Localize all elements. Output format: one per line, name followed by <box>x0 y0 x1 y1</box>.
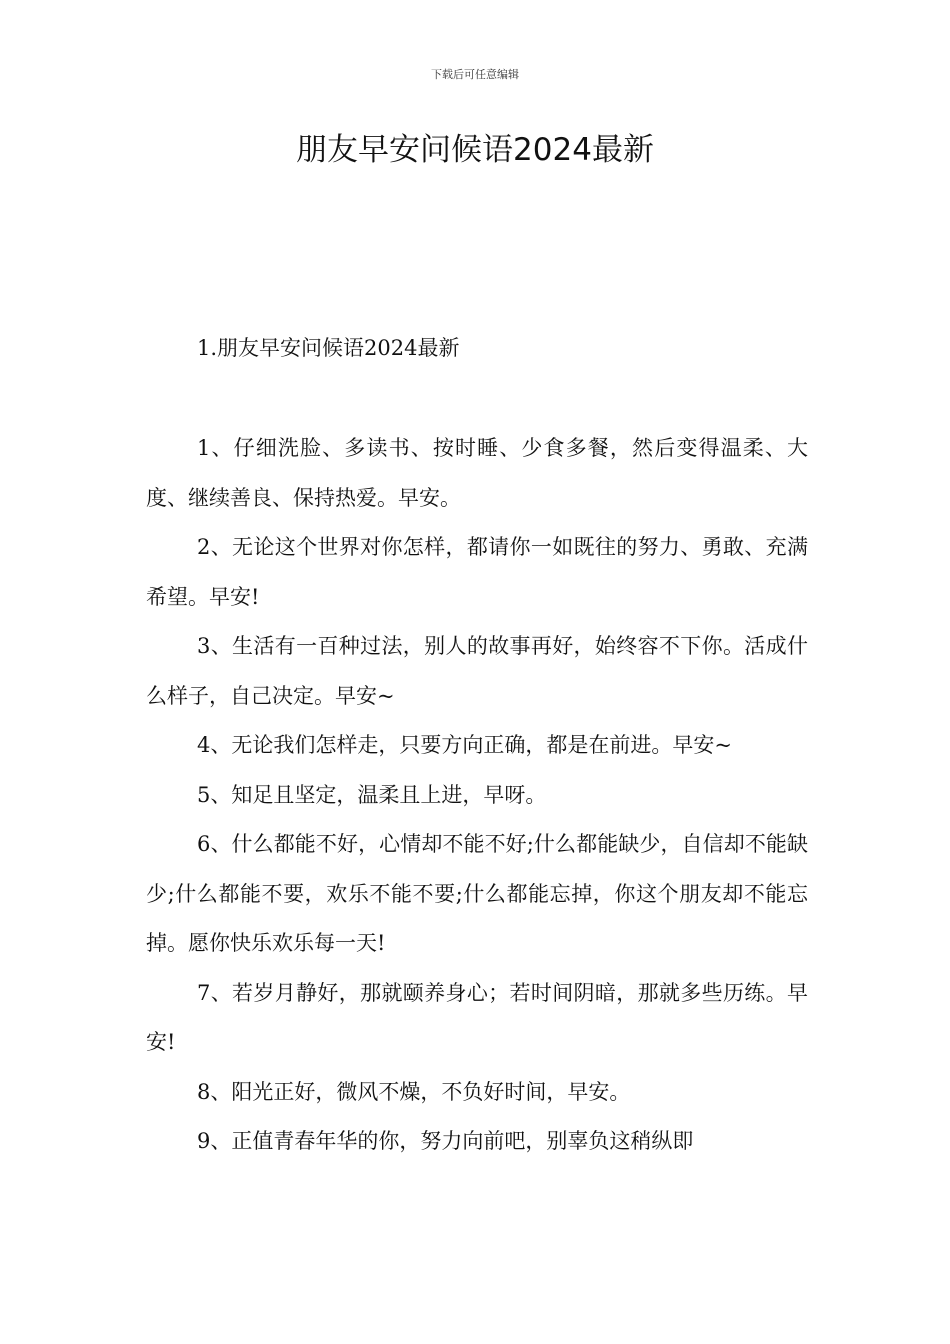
paragraph-5: 5、知足且坚定，温柔且上进，早呀。 <box>197 782 547 807</box>
paragraph-6: 6、什么都能不好，心情却不能不好;什么都能缺少，自信却不能缺少;什么都能不要，欢乐不能不要;什么都能忘掉，你这个朋友却不能忘掉。愿你快乐欢乐每一天! <box>146 832 808 955</box>
paragraph-1: 1、仔细洗脸、多读书、按时睡、少食多餐，然后变得温柔、大度、继续善良、保持热爱。早安。 <box>146 436 808 510</box>
document-body <box>146 424 808 1167</box>
paragraph-9: 9、正值青春年华的你，努力向前吧，别辜负这稍纵即 <box>197 1129 694 1153</box>
header-note: 下载后可任意编辑 <box>431 68 519 81</box>
section-heading: 1.朋友早安问候语2024最新 <box>197 336 460 360</box>
paragraph-8: 8、阳光正好，微风不燥，不负好时间，早安。 <box>197 1079 631 1104</box>
paragraph-3: 3、生活有一百种过法，别人的故事再好，始终容不下你。活成什么样子，自己决定。早安~ <box>146 634 808 708</box>
paragraph-7: 7、若岁月静好，那就颐养身心；若时间阴暗，那就多些历练。早安! <box>146 980 808 1054</box>
document-title: 朋友早安问候语2024最新 <box>296 132 654 168</box>
paragraph-2: 2、无论这个世界对你怎样，都请你一如既往的努力、勇敢、充满希望。早安! <box>146 535 808 609</box>
paragraph-4: 4、无论我们怎样走，只要方向正确，都是在前进。早安~ <box>197 733 732 757</box>
